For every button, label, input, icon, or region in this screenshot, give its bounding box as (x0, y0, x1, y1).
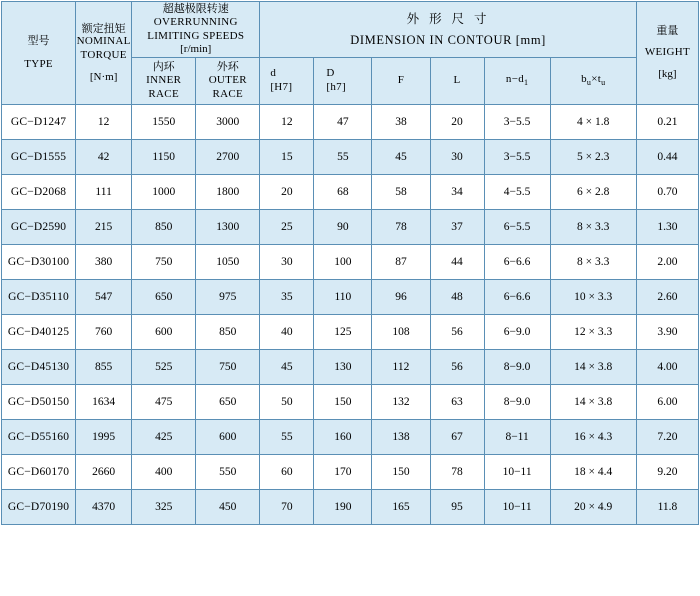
header-type-en: TYPE (24, 58, 53, 70)
cell-L: 56 (430, 350, 484, 385)
table-row (2, 455, 699, 490)
cell-D: 90 (314, 210, 372, 245)
cell-weight: 4.00 (636, 350, 698, 385)
cell-type: GC−D70190 (2, 490, 76, 525)
cell-torque: 12 (76, 105, 132, 140)
header-n-d1-text: n−d (505, 73, 524, 86)
cell-inner-race: 325 (132, 490, 196, 525)
cell-type: GC−D1247 (2, 105, 76, 140)
header-t-sub: u (601, 78, 606, 88)
cell-outer-race: 450 (196, 490, 260, 525)
cell-torque: 2660 (76, 455, 132, 490)
table-row (2, 490, 699, 525)
cell-F: 78 (372, 210, 430, 245)
cell-type: GC−D50150 (2, 385, 76, 420)
cell-n-d1: 4−5.5 (484, 175, 550, 210)
cell-inner-race: 750 (132, 245, 196, 280)
cell-type: GC−D2068 (2, 175, 76, 210)
cell-F: 138 (372, 420, 430, 455)
cell-outer-race: 550 (196, 455, 260, 490)
specification-table (1, 1, 699, 525)
cell-bu-tu: 8 × 3.3 (550, 210, 636, 245)
cell-F: 45 (372, 140, 430, 175)
cell-bu-tu: 16 × 4.3 (550, 420, 636, 455)
header-speeds-unit: [r/min] (180, 43, 212, 56)
cell-bu-tu: 6 × 2.8 (550, 175, 636, 210)
header-weight-unit: [kg] (658, 67, 677, 80)
table-row (2, 420, 699, 455)
cell-weight: 1.30 (636, 210, 698, 245)
cell-n-d1: 6−9.0 (484, 315, 550, 350)
cell-weight: 0.70 (636, 175, 698, 210)
header-n-d1-main (485, 73, 550, 88)
cell-L: 20 (430, 105, 484, 140)
cell-L: 34 (430, 175, 484, 210)
header-speeds-cn: 超越极限转速 (162, 2, 229, 15)
cell-type: GC−D45130 (2, 350, 76, 385)
cell-outer-race: 1300 (196, 210, 260, 245)
header-L-main: L (453, 74, 461, 87)
header-D-tolerance: [h7] (326, 81, 346, 93)
cell-F: 58 (372, 175, 430, 210)
cell-bu-tu: 8 × 3.3 (550, 245, 636, 280)
cell-weight: 0.44 (636, 140, 698, 175)
table-row (2, 350, 699, 385)
cell-D: 150 (314, 385, 372, 420)
cell-inner-race: 425 (132, 420, 196, 455)
header-dimension (260, 2, 637, 58)
table-row (2, 210, 699, 245)
cell-D: 100 (314, 245, 372, 280)
cell-L: 30 (430, 140, 484, 175)
header-F-main: F (397, 74, 405, 87)
cell-weight: 2.60 (636, 280, 698, 315)
cell-n-d1: 8−11 (484, 420, 550, 455)
cell-torque: 547 (76, 280, 132, 315)
cell-L: 78 (430, 455, 484, 490)
header-b-text: b (581, 73, 587, 86)
cell-bu-tu: 18 × 4.4 (550, 455, 636, 490)
cell-bu-tu: 14 × 3.8 (550, 385, 636, 420)
header-bu-tu (550, 58, 636, 105)
table-row (2, 280, 699, 315)
cell-D: 190 (314, 490, 372, 525)
header-t-text: ×t (591, 73, 602, 86)
cell-type: GC−D2590 (2, 210, 76, 245)
header-weight (636, 2, 698, 105)
header-outer-race-en: OUTER (208, 74, 247, 87)
cell-weight: 11.8 (636, 490, 698, 525)
cell-type: GC−D1555 (2, 140, 76, 175)
cell-weight: 0.21 (636, 105, 698, 140)
cell-outer-race: 850 (196, 315, 260, 350)
cell-torque: 380 (76, 245, 132, 280)
cell-type: GC−D30100 (2, 245, 76, 280)
cell-weight: 3.90 (636, 315, 698, 350)
cell-torque: 760 (76, 315, 132, 350)
cell-D: 125 (314, 315, 372, 350)
header-type-cn: 型号 (27, 34, 50, 48)
cell-outer-race: 1050 (196, 245, 260, 280)
cell-d: 45 (260, 350, 314, 385)
table-header (2, 2, 699, 105)
table-row (2, 105, 699, 140)
cell-d: 25 (260, 210, 314, 245)
header-outer-race-en2: RACE (212, 87, 244, 100)
cell-inner-race: 475 (132, 385, 196, 420)
cell-D: 160 (314, 420, 372, 455)
cell-outer-race: 650 (196, 385, 260, 420)
cell-torque: 855 (76, 350, 132, 385)
cell-bu-tu: 4 × 1.8 (550, 105, 636, 140)
cell-d: 50 (260, 385, 314, 420)
cell-type: GC−D40125 (2, 315, 76, 350)
cell-D: 110 (314, 280, 372, 315)
cell-L: 56 (430, 315, 484, 350)
cell-type: GC−D35110 (2, 280, 76, 315)
cell-L: 37 (430, 210, 484, 245)
header-d-main: d (270, 67, 277, 80)
cell-D: 68 (314, 175, 372, 210)
spec-sheet (0, 1, 700, 596)
cell-outer-race: 600 (196, 420, 260, 455)
cell-n-d1: 6−6.6 (484, 245, 550, 280)
header-outer-race (196, 58, 260, 105)
cell-D: 47 (314, 105, 372, 140)
cell-inner-race: 1150 (132, 140, 196, 175)
cell-inner-race: 525 (132, 350, 196, 385)
cell-F: 165 (372, 490, 430, 525)
header-D (314, 58, 372, 105)
header-torque-en2: TORQUE (80, 49, 127, 61)
header-weight-en: WEIGHT (644, 46, 690, 59)
header-inner-race-en2: RACE (148, 87, 179, 100)
cell-outer-race: 3000 (196, 105, 260, 140)
cell-torque: 1995 (76, 420, 132, 455)
cell-d: 20 (260, 175, 314, 210)
cell-torque: 215 (76, 210, 132, 245)
cell-L: 44 (430, 245, 484, 280)
cell-F: 87 (372, 245, 430, 280)
table-row (2, 140, 699, 175)
cell-inner-race: 600 (132, 315, 196, 350)
cell-d: 70 (260, 490, 314, 525)
table-row (2, 315, 699, 350)
cell-inner-race: 1000 (132, 175, 196, 210)
header-inner-race-en: INNER (146, 74, 182, 87)
header-b-sub: u (586, 78, 592, 88)
header-speeds-en: OVERRUNNING (153, 15, 238, 28)
cell-weight: 7.20 (636, 420, 698, 455)
cell-weight: 2.00 (636, 245, 698, 280)
header-inner-race-cn: 内环 (152, 60, 175, 74)
header-speeds-en2: LIMITING SPEEDS (147, 29, 245, 42)
cell-n-d1: 6−6.6 (484, 280, 550, 315)
cell-type: GC−D60170 (2, 455, 76, 490)
cell-d: 40 (260, 315, 314, 350)
cell-F: 150 (372, 455, 430, 490)
cell-L: 63 (430, 385, 484, 420)
cell-d: 55 (260, 420, 314, 455)
cell-n-d1: 10−11 (484, 490, 550, 525)
cell-outer-race: 750 (196, 350, 260, 385)
cell-d: 15 (260, 140, 314, 175)
header-inner-race (132, 58, 196, 105)
header-d (260, 58, 314, 105)
cell-inner-race: 850 (132, 210, 196, 245)
cell-F: 96 (372, 280, 430, 315)
table-body (2, 105, 699, 525)
header-F (372, 58, 430, 105)
cell-L: 48 (430, 280, 484, 315)
cell-outer-race: 2700 (196, 140, 260, 175)
cell-n-d1: 10−11 (484, 455, 550, 490)
cell-d: 60 (260, 455, 314, 490)
header-L (430, 58, 484, 105)
cell-F: 108 (372, 315, 430, 350)
cell-D: 170 (314, 455, 372, 490)
cell-D: 55 (314, 140, 372, 175)
header-n-d1 (484, 58, 550, 105)
header-d-tolerance: [H7] (270, 81, 293, 93)
cell-type: GC−D55160 (2, 420, 76, 455)
header-n-d1-sub: 1 (524, 78, 529, 88)
cell-n-d1: 3−5.5 (484, 140, 550, 175)
cell-torque: 42 (76, 140, 132, 175)
header-dimension-cn: 外 形 尺 寸 (406, 10, 490, 26)
table-row (2, 175, 699, 210)
cell-F: 112 (372, 350, 430, 385)
cell-F: 38 (372, 105, 430, 140)
header-D-main: D (326, 67, 335, 80)
cell-n-d1: 8−9.0 (484, 385, 550, 420)
cell-inner-race: 400 (132, 455, 196, 490)
cell-n-d1: 3−5.5 (484, 105, 550, 140)
cell-torque: 111 (76, 175, 132, 210)
cell-bu-tu: 12 × 3.3 (550, 315, 636, 350)
table-row (2, 245, 699, 280)
header-overrunning-speeds (132, 2, 260, 58)
cell-d: 12 (260, 105, 314, 140)
cell-bu-tu: 10 × 3.3 (550, 280, 636, 315)
cell-L: 95 (430, 490, 484, 525)
cell-torque: 4370 (76, 490, 132, 525)
cell-n-d1: 6−5.5 (484, 210, 550, 245)
header-torque-cn: 额定扭矩 (81, 21, 126, 35)
header-torque-en: NOMINAL (76, 35, 131, 48)
header-outer-race-cn: 外环 (216, 60, 239, 74)
cell-d: 35 (260, 280, 314, 315)
cell-bu-tu: 5 × 2.3 (550, 140, 636, 175)
cell-n-d1: 8−9.0 (484, 350, 550, 385)
cell-L: 67 (430, 420, 484, 455)
cell-outer-race: 1800 (196, 175, 260, 210)
cell-outer-race: 975 (196, 280, 260, 315)
header-torque (76, 2, 132, 105)
table-row (2, 385, 699, 420)
cell-D: 130 (314, 350, 372, 385)
cell-inner-race: 1550 (132, 105, 196, 140)
header-torque-unit: [N·m] (89, 70, 118, 83)
cell-torque: 1634 (76, 385, 132, 420)
cell-d: 30 (260, 245, 314, 280)
header-bu-tu-main (551, 73, 636, 88)
cell-inner-race: 650 (132, 280, 196, 315)
cell-weight: 9.20 (636, 455, 698, 490)
cell-F: 132 (372, 385, 430, 420)
header-dimension-en: DIMENSION IN CONTOUR [mm] (350, 32, 546, 47)
header-weight-cn: 重量 (656, 24, 679, 38)
cell-bu-tu: 20 × 4.9 (550, 490, 636, 525)
cell-bu-tu: 14 × 3.8 (550, 350, 636, 385)
cell-weight: 6.00 (636, 385, 698, 420)
header-type (2, 2, 76, 105)
